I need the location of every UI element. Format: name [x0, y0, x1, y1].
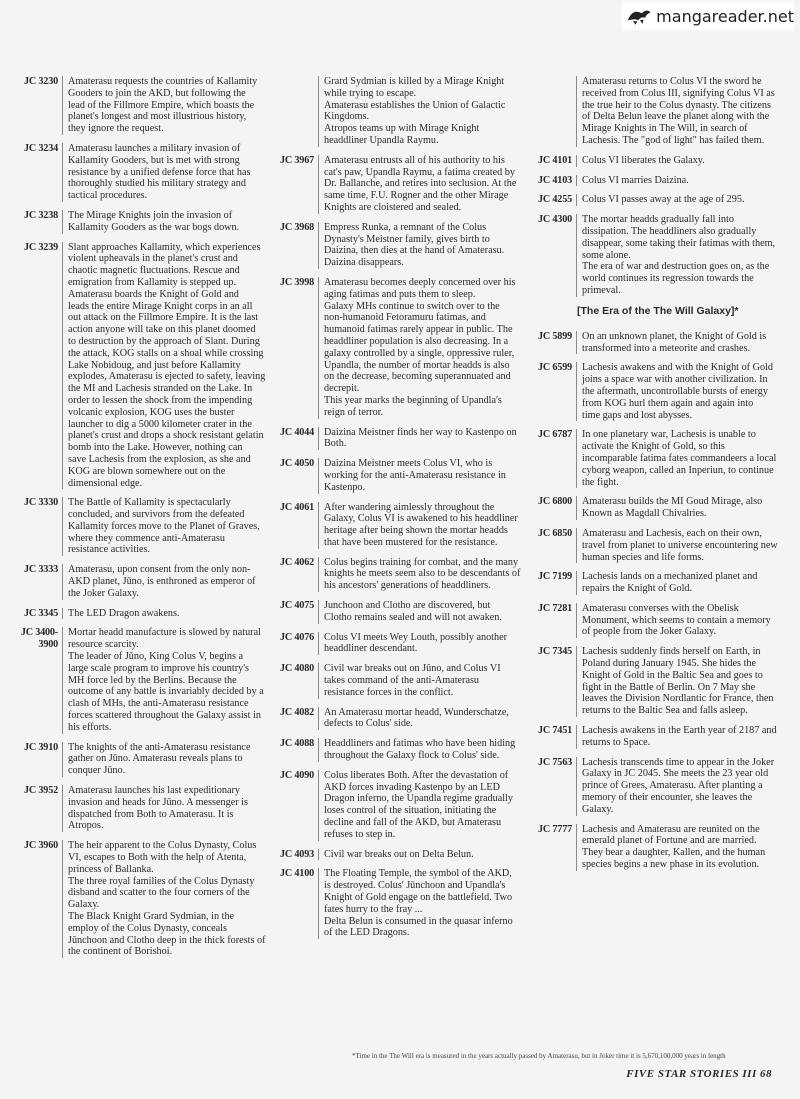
timeline-entry: [272, 557, 528, 592]
entry-date: JC 7345: [538, 646, 572, 658]
timeline-entry: [272, 663, 528, 698]
entry-text: Colus VI passes away at the age of 295.: [576, 194, 780, 206]
entry-date: JC 4076: [280, 631, 314, 643]
entry-text: Lachesis awakens in the Earth year of 2187 and returns to Space.: [576, 725, 780, 749]
timeline-entry: [530, 76, 780, 147]
footnote: *Time in the The Will era is measured in the years actually passed by Amaterasu, but in Joker time it is 5,670,100,000 years in length: [352, 1052, 726, 1060]
entry-date: JC 6787: [538, 429, 572, 441]
entry-text: Colus VI liberates the Galaxy.: [576, 155, 780, 167]
entry-text: Colus liberates Both. After the devastation of AKD forces invading Kastenpo by an LED Dragon inferno, the Upandla regime gradually loses control of the situation, initiating the decline and fall of the AKD, but Amaterasu refuses to step in.: [318, 770, 528, 841]
entry-text: The Mirage Knights join the invasion of Kallamity Gooders as the war bogs down.: [62, 210, 278, 234]
entry-text: The mortar headds gradually fall into dissipation. The headdliners also gradually disappear, some taking their fatimas with them, some alone. The era of war and destruction goes on, as the world continues its regression towards the primeval.: [576, 214, 780, 297]
entry-text: Colus VI marries Daizina.: [576, 175, 780, 187]
entry-date: JC 7451: [538, 725, 572, 737]
timeline-column-3: [530, 76, 780, 879]
entry-text: On an unknown planet, the Knight of Gold is transformed into a meteorite and crashes.: [576, 331, 780, 355]
timeline-entry: [530, 175, 780, 187]
timeline: [0, 76, 800, 1056]
entry-date: JC 4075: [280, 600, 314, 612]
entry-date: JC 3333: [24, 564, 58, 576]
entry-date: JC 4080: [280, 663, 314, 675]
entry-date: JC 7199: [538, 571, 572, 583]
entry-date: JC 3998: [280, 276, 314, 288]
timeline-entry: [16, 76, 278, 135]
timeline-entry: [272, 155, 528, 214]
entry-date: JC 4093: [280, 848, 314, 860]
entry-date: JC 4082: [280, 706, 314, 718]
timeline-entry: [272, 868, 528, 939]
entry-date: JC 3960: [24, 840, 58, 852]
entry-text: Colus VI meets Wey Louth, possibly another headdliner descendant.: [318, 632, 528, 656]
entry-date: JC 3238: [24, 209, 58, 221]
timeline-entry: [16, 497, 278, 556]
entry-text: Lachesis transcends time to appear in the Joker Galaxy in JC 2045. She meets the 23 year old prince of Grees, Amaterasu. After planting a memory of their encounter, she leaves the Galaxy.: [576, 757, 780, 816]
entry-text: In one planetary war, Lachesis is unable to activate the Knight of Gold, so this incomparable fatima fates commandeers a local cyborg weapon, called an Inperiun, to continue the fight.: [576, 429, 780, 488]
watermark-text: mangareader.net: [656, 6, 794, 26]
timeline-entry: [530, 155, 780, 167]
entry-text: Grard Sydmian is killed by a Mirage Knight while trying to escape. Amaterasu establishes the Union of Galactic Kingdoms. Atropos teams up with Mirage Knight headdliner Upandla Raymu.: [318, 76, 528, 147]
entry-text: The Battle of Kallamity is spectacularly concluded, and survivors from the defeated Kallamity forces move to the Planet of Graves, where they commence anti-Amaterasu resistance activities.: [62, 497, 278, 556]
timeline-entry: [530, 757, 780, 816]
entry-date: JC 3234: [24, 142, 58, 154]
timeline-entry: [16, 840, 278, 958]
page-number: 68: [760, 1068, 772, 1080]
entry-text: Amaterasu requests the countries of Kallamity Gooders to join the AKD, but following the lead of the Fillmore Empire, which boasts the planet's longest and most illustrious history, they ignore the request.: [62, 76, 278, 135]
timeline-entry: [272, 849, 528, 861]
entry-text: Amaterasu launches his last expeditionary invasion and heads for Jūno. A messenger is dispatched from Both to Amaterasu. It is Atropos.: [62, 785, 278, 832]
timeline-entry: [16, 785, 278, 832]
entry-date: JC 3400- 3900: [20, 627, 58, 651]
entry-text: Headdliners and fatimas who have been hiding throughout the Galaxy flock to Colus' side.: [318, 738, 528, 762]
timeline-entry: [272, 427, 528, 451]
entry-text: Amaterasu, upon consent from the only non- AKD planet, Jūno, is enthroned as emperor of the Joker Galaxy.: [62, 564, 278, 599]
entry-text: Lachesis suddenly finds herself on Earth, in Poland during January 1945. She hides the Knight of Gold in the Baltic Sea and goes to fight in the Battle of Berlin. On 7 May she leaves the Division Nordlantic for France, then returns to the Baltic Sea and falls asleep.: [576, 646, 780, 717]
entry-text: Lachesis lands on a mechanized planet and repairs the Knight of Gold.: [576, 571, 780, 595]
timeline-entry: [16, 742, 278, 777]
entry-text: Civil war breaks out on Delta Belun.: [318, 849, 528, 861]
timeline-entry: [530, 603, 780, 638]
timeline-entry: [272, 738, 528, 762]
timeline-entry: [530, 571, 780, 595]
entry-text: Amaterasu returns to Colus VI the sword he received from Colus III, signifying Colus VI as the true heir to the Colus dynasty. The citizens of Delta Belun leave the planet along with the Mirage Knights in The Will, in search of Lachesis. The "god of light" has failed them.: [576, 76, 780, 147]
entry-date: JC 3952: [24, 785, 58, 797]
entry-date: JC 3239: [24, 241, 58, 253]
entry-text: The LED Dragon awakens.: [62, 608, 278, 620]
timeline-entry: [530, 725, 780, 749]
timeline-entry: [272, 222, 528, 269]
book-title: FIVE STAR STORIES III: [626, 1068, 757, 1080]
timeline-entry: [272, 632, 528, 656]
entry-date: JC 3330: [24, 497, 58, 509]
entry-text: Mortar headd manufacture is slowed by natural resource scarcity. The leader of Jūno, King Colus V, begins a large scale program to improve his country's MH force led by the Berlins. Because the outcome of any battle is invariably decided by a clash of MHs, the anti-Amaterasu resistance forces scattered throughout the Galaxy assist in his efforts.: [62, 627, 278, 733]
entry-date: JC 3910: [24, 741, 58, 753]
entry-date: JC 4255: [538, 194, 572, 206]
timeline-entry: [530, 824, 780, 871]
entry-text: Daizina Meistner finds her way to Kastenpo on Both.: [318, 427, 528, 451]
entry-date: JC 3230: [24, 76, 58, 87]
entry-text: Amaterasu and Lachesis, each on their own, travel from planet to universe encountering new human species and life forms.: [576, 528, 780, 563]
entry-date: JC 3968: [280, 221, 314, 233]
entry-date: JC 3345: [24, 607, 58, 619]
entry-date: JC 4061: [280, 501, 314, 513]
timeline-column-1: [16, 76, 278, 966]
entry-date: JC 3967: [280, 154, 314, 166]
timeline-entry: [530, 496, 780, 520]
entry-text: The heir apparent to the Colus Dynasty, Colus VI, escapes to Both with the help of Atenta, princess of Ballanka. The three royal families of the Colus Dynasty disband and scatter to the four corners of the Galaxy. The Black Knight Grard Sydmian, in the employ of the Colus Dynasty, conceals Jūnchoon and Clotho deep in the thick forests of the continent of Borishoi.: [62, 840, 278, 958]
entry-date: JC 6850: [538, 527, 572, 539]
entry-date: JC 4044: [280, 426, 314, 438]
entry-text: Slant approaches Kallamity, which experiences violent upheavals in the planet's crust and chaotic magnetic fluctuations. Rescue and emigration from Kallamity is stepped up. Amaterasu boards the Knight of Gold and leads the entire Mirage Knight corps in an all out attack on the Fillmore Empire. It is the last action anyone will take on this planet doomed to destruction by the approach of Slant. During the attack, KOG stalls on a shoal while crossing Lake Nobidoug, and just before Kallamity explodes, Amaterasu is ejected to safety, leaving the MI and Lachesis stranded on the Lake. In order to lessen the shock from the impending volcanic explosion, KOG uses the buster launcher to dig a 5000 kilometer crater in the planet's crust and drops a shock resistant gelatin bomb into the Lake. However, nothing can save Lachesis from the explosion, as she and KOG are blown somewhere out on the dimensional edge.: [62, 242, 278, 490]
timeline-entry: [272, 502, 528, 549]
entry-text: The Floating Temple, the symbol of the AKD, is destroyed. Colus' Jūnchoon and Upandla's Knight of Gold engage on the battlefield. Two fates hurry to the fray ... Delta Belun is consumed in the quasar inferno of the LED Dragons.: [318, 868, 528, 939]
timeline-entry: [530, 646, 780, 717]
timeline-entry: [16, 242, 278, 490]
entry-date: JC 7281: [538, 602, 572, 614]
entry-date: JC 6800: [538, 496, 572, 508]
entry-text: Daizina Meistner meets Colus VI, who is working for the anti-Amaterasu resistance in Kastenpo.: [318, 458, 528, 493]
entry-text: Amaterasu launches a military invasion of Kallamity Gooders, but is met with strong resistance by a unified defense force that has thoroughly studied his military strategy and tactical procedures.: [62, 143, 278, 202]
timeline-entry: [530, 528, 780, 563]
entry-text: Amaterasu becomes deeply concerned over his aging fatimas and puts them to sleep. Galaxy MHs continue to switch over to the non-humanoid Fetoramuru fatimas, and humanoid fatimas rarely appear in public. The headdliner population is also decreasing. In a galaxy controlled by a single, oppressive ruler, Upandla, the number of mortar headds is also on the decrease, becoming superannuated and decrepit. This year marks the beginning of Upandla's reign of terror.: [318, 277, 528, 419]
timeline-entry: [272, 76, 528, 147]
timeline-entry: [16, 210, 278, 234]
entry-text: Junchoon and Clotho are discovered, but Clotho remains sealed and will not awaken.: [318, 600, 528, 624]
entry-date: JC 4062: [280, 556, 314, 568]
entry-date: JC 4100: [280, 868, 314, 880]
timeline-entry: [530, 214, 780, 297]
entry-text: Amaterasu converses with the Obelisk Monument, which seems to contain a memory of people from the Joker Galaxy.: [576, 603, 780, 638]
entry-text: Colus begins training for combat, and the many knights he meets seem also to be descendants of his ancestors' generations of headdliners.: [318, 557, 528, 592]
entry-text: The knights of the anti-Amaterasu resistance gather on Jūno. Amaterasu reveals plans to conquer Jūno.: [62, 742, 278, 777]
entry-date: JC 4300: [538, 214, 572, 226]
entry-date: JC 7563: [538, 756, 572, 768]
entry-text: Amaterasu entrusts all of his authority to his cat's paw, Upandla Raymu, a fatima created by Dr. Ballanche, and retires into seclusion. At the same time, F.U. Rogner and the other Mirage Knights are cloistered and sealed.: [318, 155, 528, 214]
timeline-entry: [530, 194, 780, 206]
timeline-entry: [16, 564, 278, 599]
entry-date: JC 7777: [538, 823, 572, 835]
era-heading: [The Era of the The Will Galaxy]*: [577, 304, 739, 317]
timeline-entry: [272, 707, 528, 731]
timeline-entry: [16, 627, 278, 733]
timeline-entry: [530, 429, 780, 488]
entry-text: Lachesis and Amaterasu are reunited on the emerald planet of Fortune and are married. They bear a daughter, Kallen, and the human species begins a new phase in its evolution.: [576, 824, 780, 871]
timeline-column-2: [272, 76, 528, 947]
timeline-entry: [272, 600, 528, 624]
page-footer: [626, 1068, 772, 1080]
entry-text: Civil war breaks out on Jūno, and Colus VI takes command of the anti-Amaterasu resistance forces in the conflict.: [318, 663, 528, 698]
timeline-entry: [272, 277, 528, 419]
entry-text: After wandering aimlessly throughout the Galaxy, Colus VI is awakened to his headdliner heritage after being shown the mortar headds that have been mustered for the resistance.: [318, 502, 528, 549]
timeline-entry: [16, 143, 278, 202]
entry-text: An Amaterasu mortar headd, Wunderschatze, defects to Colus' side.: [318, 707, 528, 731]
timeline-entry: [272, 770, 528, 841]
timeline-entry: [16, 608, 278, 620]
entry-date: JC 6599: [538, 362, 572, 374]
entry-date: JC 4090: [280, 769, 314, 781]
entry-text: Amaterasu builds the MI Goud Mirage, also Known as Magdall Chivalries.: [576, 496, 780, 520]
timeline-entry: [530, 362, 780, 421]
entry-date: JC 4103: [538, 174, 572, 186]
timeline-entry: [272, 458, 528, 493]
entry-date: JC 5899: [538, 330, 572, 342]
entry-date: JC 4088: [280, 738, 314, 750]
entry-text: Lachesis awakens and with the Knight of Gold joins a space war with another civilization. In the aftermath, uncontrollable bursts of energy from KOG hurl them again and again into time gaps and lost abysses.: [576, 362, 780, 421]
entry-text: Empress Runka, a remnant of the Colus Dynasty's Meistner family, gives birth to Daizina, then dies at the hand of Amaterasu. Daizina disappears.: [318, 222, 528, 269]
watermark-logo: [622, 2, 794, 30]
entry-date: JC 4101: [538, 154, 572, 166]
timeline-entry: [530, 331, 780, 355]
entry-date: JC 4050: [280, 458, 314, 470]
dragon-logo-icon: [626, 5, 652, 27]
